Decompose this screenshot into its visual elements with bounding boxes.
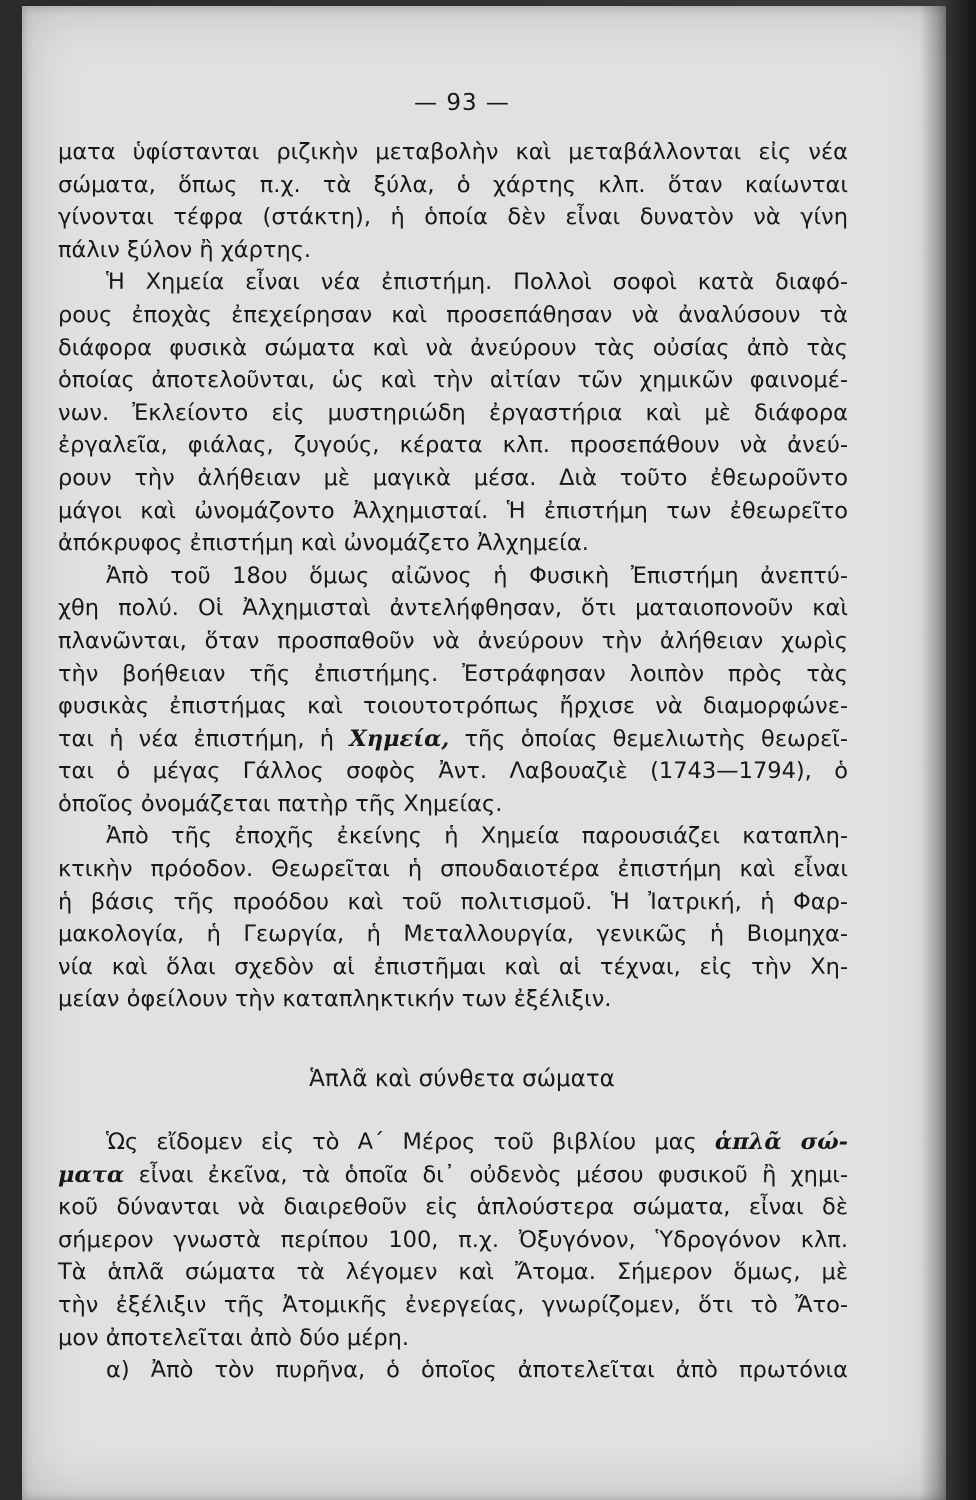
text-line: διάφορα φυσικὰ σώματα καὶ νὰ ἀνεύρουν τὰς οὐσίας ἀπὸ τὰς — [58, 334, 848, 361]
text-line: Ἀπὸ τῆς ἐποχῆς ἐκείνης ἡ Χημεία παρουσιάζει καταπλη- — [106, 823, 848, 850]
text-line: νία καὶ ὅλαι σχεδὸν αἱ ἐπιστῆμαι καὶ αἱ τέχναι, εἰς τὴν Χη- — [58, 953, 848, 980]
text-line: ρουν τὴν ἀλήθειαν μὲ μαγικὰ μέσα. Διὰ τοῦτο ἐθεωροῦντο — [58, 464, 848, 491]
page-number: — 93 — — [414, 90, 510, 116]
line-part: τῆς ὁποίας θεμελιωτὴς θεωρεῖ- — [449, 725, 848, 752]
text-line: φυσικὰς ἐπιστήμας καὶ τοιουτοτρόπως ἤρχισε νὰ διαμορφώνε- — [58, 693, 848, 720]
text-line: Ἀπὸ τοῦ 18ου ὅμως αἰῶνος ἡ Φυσικὴ Ἐπιστήμη ἀνεπτύ- — [106, 562, 848, 589]
emphasized-term: ἁπλᾶ σώ- — [714, 1129, 848, 1155]
text-line: κτικὴν πρόοδον. Θεωρεῖται ἡ σπουδαιοτέρα ἐπιστήμη καὶ εἶναι — [58, 856, 848, 883]
line-part: ται ἡ νέα ἐπιστήμη, ἡ — [58, 725, 350, 752]
text-line: σώματα, ὅπως π.χ. τὰ ξύλα, ὁ χάρτης κλπ. ὅταν καίωνται — [58, 171, 848, 198]
text-line: ται ὁ μέγας Γάλλος σοφὸς Ἀντ. Λαβουαζιὲ (1743—1794), ὁ — [58, 758, 848, 785]
text-line: μάγοι καὶ ὠνομάζοντο Ἀλχημισταί. Ἡ ἐπιστήμη των ἐθεωρεῖτο — [58, 497, 848, 524]
text-line: α) Ἀπὸ τὸν πυρῆνα, ὁ ὁποῖος ἀποτελεῖται ἀπὸ πρωτόνια — [106, 1357, 848, 1384]
text-line-with-term — [58, 1159, 848, 1192]
text-line: τὴν ἐξέλιξιν τῆς Ἀτομικῆς ἐνεργείας, γνωρίζομεν, ὅτι τὸ Ἄτο- — [58, 1291, 848, 1318]
text-line: μον ἀποτελεῖται ἀπὸ δύο μέρη. — [58, 1324, 410, 1351]
text-line: τὴν βοήθειαν τῆς ἐπιστήμης. Ἐστράφησαν λοιπὸν πρὸς τὰς — [58, 660, 848, 687]
page-edge-shadow — [920, 6, 946, 1500]
text-line: ἡ βάσις τῆς προόδου καὶ τοῦ πολιτισμοῦ. Ἡ Ἰατρική, ἡ Φαρ- — [58, 888, 848, 915]
emphasized-term: Χημεία, — [349, 725, 450, 752]
text-line: ὁποῖος ὀνομάζεται πατὴρ τῆς Χημείας. — [58, 790, 503, 817]
text-line: ρους ἐποχὰς ἐπεχείρησαν καὶ προσεπάθησαν νὰ ἀναλύσουν τὰ — [58, 301, 848, 328]
text-line: ὁποίας ἀποτελοῦνται, ὡς καὶ τὴν αἰτίαν τῶν χημικῶν φαινομέ- — [58, 367, 848, 394]
text-line: ματα ὑφίστανται ριζικὴν μεταβολὴν καὶ μεταβάλλονται εἰς νέα — [58, 139, 848, 165]
text-line: κοῦ δύνανται νὰ διαιρεθοῦν εἰς ἁπλούστερα σώματα, εἶναι δὲ — [58, 1194, 848, 1221]
section-body-text — [58, 1126, 848, 1387]
body-text — [58, 136, 848, 1016]
text-line: μείαν ὀφείλουν τὴν καταπληκτικήν των ἐξέλιξιν. — [58, 986, 612, 1013]
text-line: Τὰ ἁπλᾶ σώματα τὰ λέγομεν καὶ Ἄτομα. Σήμερον ὅμως, μὲ — [58, 1259, 848, 1286]
text-line: πάλιν ξύλον ἢ χάρτης. — [58, 236, 312, 263]
text-line-with-term — [58, 723, 848, 756]
text-line: Ἡ Χημεία εἶναι νέα ἐπιστήμη. Πολλοὶ σοφοὶ κατὰ διαφό- — [106, 269, 848, 296]
book-page — [22, 6, 946, 1500]
text-line: ἐργαλεῖα, φιάλας, ζυγούς, κέρατα κλπ. προσεπάθουν νὰ ἀνεύ- — [58, 432, 848, 459]
text-line: πλανῶνται, ὅταν προσπαθοῦν νὰ ἀνεύρουν τὴν ἀλήθειαν χωρὶς — [58, 627, 848, 654]
line-part: Ὡς εἴδομεν εἰς τὸ Α΄ Μέρος τοῦ βιβλίου μας — [106, 1129, 715, 1155]
text-line: ἀπόκρυφος ἐπιστήμη καὶ ὠνομάζετο Ἀλχημεία. — [58, 530, 589, 557]
text-line-with-term — [58, 1126, 848, 1159]
text-line: νων. Ἐκλείοντο εἰς μυστηριώδη ἐργαστήρια καὶ μὲ διάφορα — [58, 399, 848, 426]
text-line: σήμερον γνωστὰ περίπου 100, π.χ. Ὀξυγόνον, Ὑδρογόνον κλπ. — [58, 1226, 848, 1253]
section-heading: Ἁπλᾶ καὶ σύνθετα σώματα — [309, 1066, 615, 1092]
text-line: γίνονται τέφρα (στάκτη), ἡ ὁποία δὲν εἶναι δυνατὸν νὰ γίνη — [58, 204, 848, 231]
emphasized-term: ματα — [58, 1161, 125, 1188]
line-part: εἶναι ἐκεῖνα, τὰ ὁποῖα δι᾽ οὐδενὸς μέσου φυσικοῦ ἢ χημι- — [124, 1161, 848, 1188]
text-line: μακολογία, ἡ Γεωργία, ἡ Μεταλλουργία, γενικῶς ἡ Βιομηχα- — [58, 921, 848, 948]
text-line: χθη πολύ. Οἱ Ἀλχημισταὶ ἀντελήφθησαν, ὅτι ματαιοπονοῦν καὶ — [58, 595, 848, 622]
